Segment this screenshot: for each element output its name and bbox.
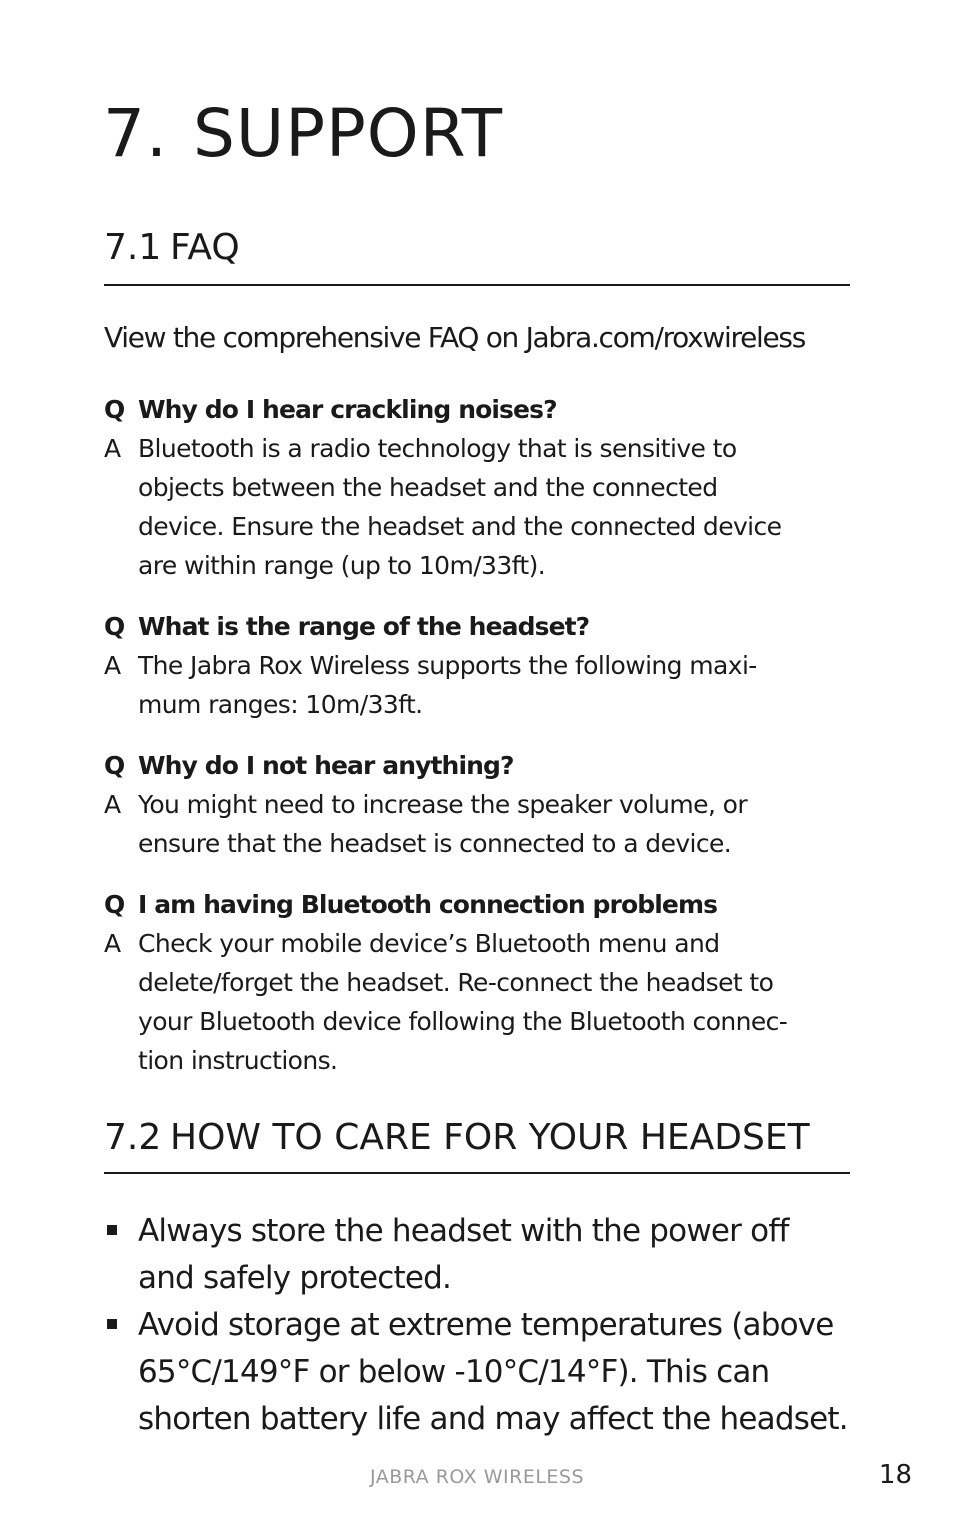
- care-section-heading: [104, 1116, 850, 1174]
- care-section-title: HOW TO CARE FOR YOUR HEADSET: [170, 1117, 810, 1158]
- answer-marker: A: [104, 929, 121, 958]
- question-marker: Q: [104, 395, 125, 424]
- answer-line: your Bluetooth device following the Bluetooth connec-: [138, 1007, 788, 1036]
- chapter-title: [103, 95, 504, 172]
- faq-answer-row: [104, 429, 864, 585]
- care-list-item: [104, 1302, 864, 1443]
- faq-question: Why do I not hear anything?: [138, 751, 514, 780]
- faq-question-row: [104, 390, 864, 429]
- answer-line: Bluetooth is a radio technology that is sensitive to: [138, 434, 737, 463]
- faq-answer-row: [104, 924, 864, 1080]
- answer-line: tion instructions.: [138, 1046, 338, 1075]
- answer-line: delete/forget the headset. Re-connect the headset to: [138, 968, 774, 997]
- faq-item: [104, 390, 864, 585]
- answer-line: The Jabra Rox Wireless supports the following maxi-: [138, 651, 757, 680]
- faq-question: Why do I hear crackling noises?: [138, 395, 557, 424]
- chapter-title-text: SUPPORT: [193, 95, 504, 172]
- faq-answer: [138, 429, 864, 585]
- answer-line: ensure that the headset is connected to a device.: [138, 829, 732, 858]
- care-item-text: [138, 1302, 864, 1443]
- care-section-number: 7.2: [104, 1117, 162, 1158]
- answer-line: device. Ensure the headset and the connected device: [138, 512, 782, 541]
- faq-section-heading: [104, 226, 850, 286]
- answer-marker: A: [104, 434, 121, 463]
- chapter-number: 7.: [103, 95, 168, 172]
- faq-answer: [138, 785, 864, 863]
- faq-question-row: [104, 607, 864, 646]
- care-list-item: [104, 1208, 864, 1302]
- footer-brand: JABRA ROX WIRELESS: [369, 1466, 585, 1488]
- answer-line: objects between the headset and the connected: [138, 473, 718, 502]
- faq-item: [104, 607, 864, 724]
- answer-marker: A: [104, 790, 121, 819]
- faq-question: I am having Bluetooth connection problems: [138, 890, 718, 919]
- faq-intro: View the comprehensive FAQ on Jabra.com/roxwireless: [104, 321, 806, 354]
- care-line: Always store the headset with the power off: [138, 1213, 789, 1249]
- question-marker: Q: [104, 890, 125, 919]
- faq-answer-row: [104, 785, 864, 863]
- faq-question-row: [104, 746, 864, 785]
- faq-item: [104, 746, 864, 863]
- faq-section-number: 7.1: [104, 227, 162, 268]
- answer-line: Check your mobile device’s Bluetooth menu and: [138, 929, 720, 958]
- square-bullet-icon: [104, 1302, 138, 1443]
- faq-answer: [138, 924, 864, 1080]
- faq-question-row: [104, 885, 864, 924]
- care-list: [104, 1208, 864, 1443]
- answer-line: You might need to increase the speaker volume, or: [138, 790, 748, 819]
- care-line: shorten battery life and may affect the headset.: [138, 1401, 848, 1437]
- answer-line: are within range (up to 10m/33ft).: [138, 551, 546, 580]
- faq-list: [104, 390, 864, 1102]
- answer-marker: A: [104, 651, 121, 680]
- question-marker: Q: [104, 751, 125, 780]
- care-line: Avoid storage at extreme temperatures (above: [138, 1307, 834, 1343]
- answer-line: mum ranges: 10m/33ft.: [138, 690, 423, 719]
- page-number: 18: [878, 1460, 912, 1490]
- faq-question: What is the range of the headset?: [138, 612, 590, 641]
- faq-answer-row: [104, 646, 864, 724]
- care-item-text: [138, 1208, 864, 1302]
- care-line: and safely protected.: [138, 1260, 452, 1296]
- faq-item: [104, 885, 864, 1080]
- faq-section-title: FAQ: [170, 227, 240, 268]
- care-line: 65°C/149°F or below -10°C/14°F). This can: [138, 1354, 770, 1390]
- square-bullet-icon: [104, 1208, 138, 1302]
- question-marker: Q: [104, 612, 125, 641]
- faq-answer: [138, 646, 864, 724]
